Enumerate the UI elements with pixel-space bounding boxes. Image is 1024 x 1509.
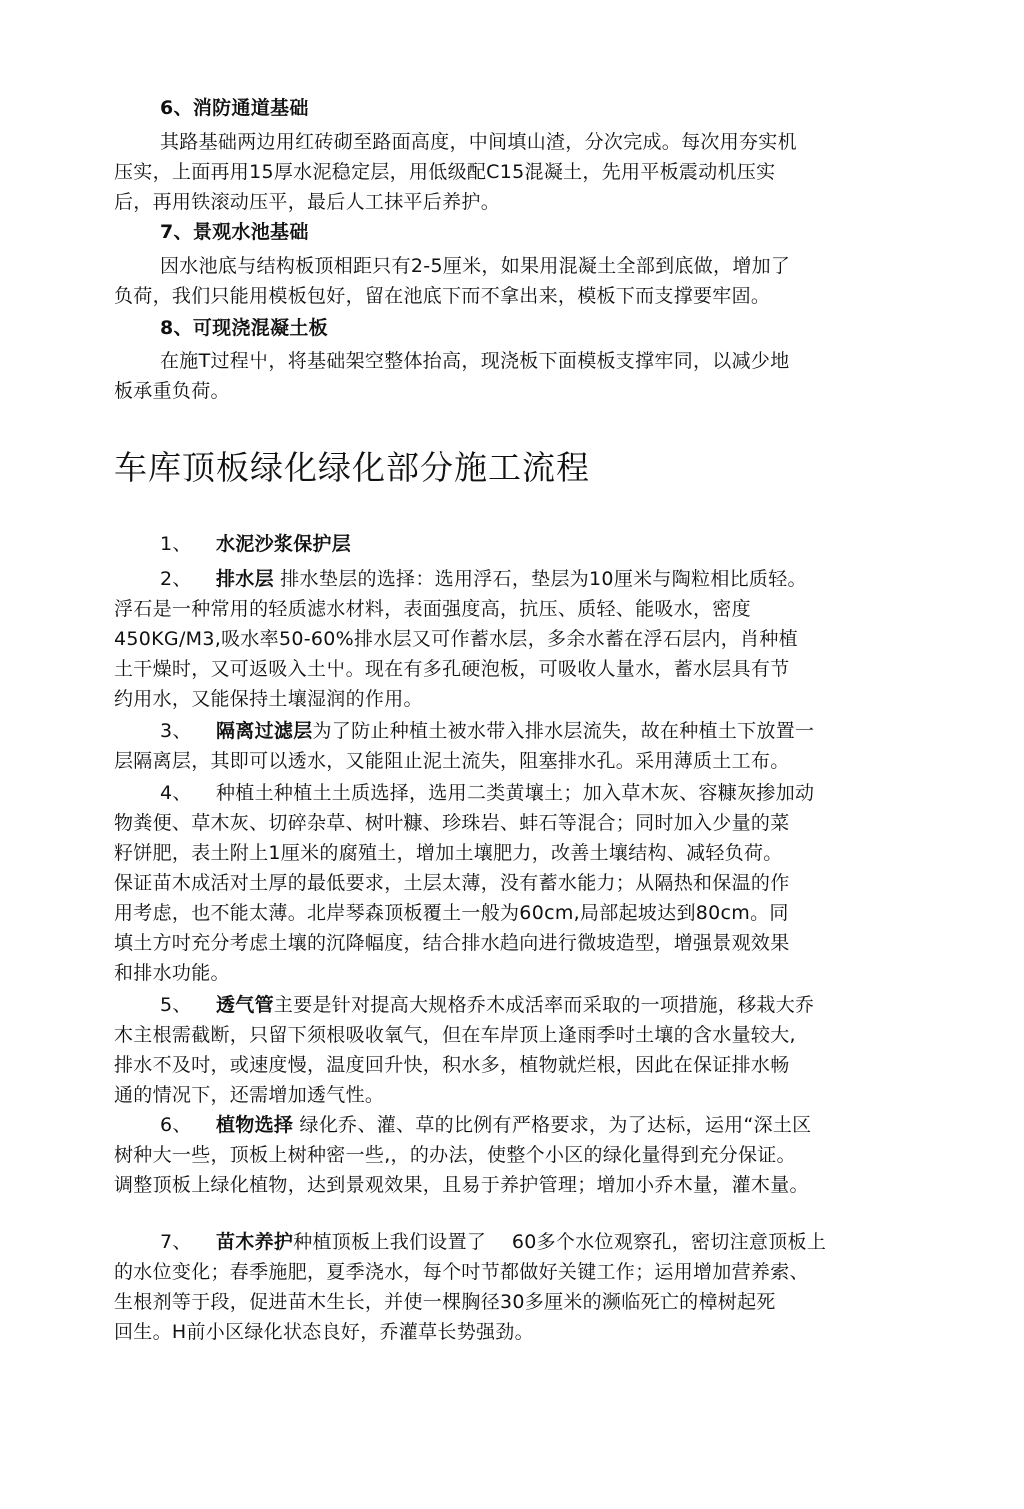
item-title: 排水层 [216,568,274,590]
item-title: 苗木养护 [216,1231,294,1253]
item-number: 2、 [160,568,192,590]
list-item [160,779,814,807]
paragraph-line: 的水位变化；春季施肥，夏季浇水，每个吋节都做好关键工作；运用增加营养索、 [114,1261,809,1283]
list-item [160,1228,826,1256]
paragraph-line: 层隔离层，其即可以透水，又能阻止泥土流失，阻塞排水孔。采用薄质土工布。 [114,750,790,772]
paragraph-line: 后，再用铁滚动压平，最后人工抹平后养护。 [114,191,501,213]
paragraph-line: 其路基础两边用红砖砌至路面高度，中间填山渣，分次完成。每次用夯实机 [160,131,797,153]
section-heading-fire-lane: 6、消防通道基础 [160,97,309,119]
page-title: 车库顶板绿化绿化部分施工流程 [114,448,590,487]
item-number: 3、 [160,720,192,742]
paragraph-line: 回生。H前小区绿化状态良好，乔灌草长势强劲。 [114,1321,534,1343]
paragraph-line: 排水不及吋，或速度慢，温度回升快，积水多，植物就烂根，因此在保证排水畅 [114,1054,790,1076]
paragraph-line: 土干燥时，又可返吸入土屮。现在有多孔硬泡板，可吸收人量水，蓄水层具有节 [114,658,790,680]
paragraph-line: 和排水功能。 [114,962,230,984]
paragraph-line: 板承重负荷。 [114,380,230,402]
paragraph-line: 物粪便、草木灰、切碎杂草、树叶糠、珍珠岩、蚌石等混合；同时加入少量的菜 [114,812,790,834]
paragraph-line: 树种大一些，顶板上树种密一些,，的办法，使整个小区的绿化量得到充分保证。 [114,1144,796,1166]
item-number: 6、 [160,1114,192,1136]
paragraph-line: 用考虑，也不能太薄。北岸琴森顶板覆土一般为60cm,局部起坡达到80cm。同 [114,902,789,924]
paragraph-line: 调整顶板上绿化植物，达到景观效果，且易于养护管理；增加小乔木量，灌木量。 [114,1174,809,1196]
paragraph-line: 450KG/M3,吸水率50-60%排水层又可作蓄水层，多余水蓄在浮石层内，肖种植 [114,628,798,650]
list-item [160,565,807,593]
item-title: 水泥沙浆保护层 [216,533,352,555]
paragraph-line: 通的情况下，还需增加透气性。 [114,1084,385,1106]
paragraph-line: 压实，上面再用15厚水泥稳定层，用低级配C15混凝土，先用平板震动机压实 [114,161,776,183]
item-number: 7、 [160,1231,192,1253]
section-heading-slab: 8、可现浇混凝土板 [160,317,328,339]
list-item [160,991,814,1019]
paragraph-line: 在施T过程屮，将基础架空整体抬高，现浇板下面模板支撑牢同，以减少地 [160,350,790,372]
paragraph-line: 保证苗木成活对土厚的最低要求，土层太薄，没有蓄水能力；从隔热和保温的作 [114,872,790,894]
item-text: 主要是针对提高大规格乔木成活率而采取的一项措施，移栽大乔 [273,994,815,1016]
item-text: 绿化乔、灌、草的比例有严格要求，为了达标，运用“深土区 [293,1114,812,1136]
item-number: 4、 [160,782,192,804]
list-item [160,717,814,745]
paragraph-line: 负荷，我们只能用模板包好，留在池底下而不拿出来，模板下而支撑要牢固。 [114,285,771,307]
list-item [160,1111,812,1139]
item-text: 为了防止种植土被水带入排水层流失，故在种植土下放置一 [312,720,815,742]
section-heading-pool: 7、景观水池基础 [160,221,309,243]
item-title: 植物选择 [216,1114,294,1136]
item-title: 透气管 [216,994,274,1016]
item-text: 种植顶板上我们设置了 60多个水位观察孔，密切注意顶板上 [293,1231,827,1253]
item-number: 1、 [160,533,192,555]
paragraph-line: 浮石是一种常用的轻质滤水材料，表面强度高，抗压、质轻、能吸水，密度 [114,598,751,620]
item-text: 排水垫层的选择：选用浮石，垫层为10厘米与陶粒相比质轻。 [273,568,807,590]
list-item [160,530,351,558]
paragraph-line: 籽饼肥，表土附上1厘米的腐殖土，增加土壤肥力，改善土壤结构、减轻负荷。 [114,842,783,864]
paragraph-line: 木主根需截断，只留下须根吸收氧气，但在车岸顶上逢雨季吋土壤的含水量较大, [114,1024,796,1046]
item-text: 种植土种植土土质选择，选用二类黄壤土；加入草木灰、容糠灰掺加动 [216,782,815,804]
paragraph-line: 填土方吋充分考虑土壤的沉降幅度，结合排水趋向进行微坡造型，增强景观效果 [114,932,790,954]
item-number: 5、 [160,994,192,1016]
paragraph-line: 因水池底与结构板顶相距只有2-5厘米，如果用混凝土全部到底做，增加了 [160,255,791,277]
paragraph-line: 生根剂等于段，促进苗木生长，并使一棵胸径30多厘米的濒临死亡的樟树起死 [114,1291,776,1313]
item-title: 隔离过滤层 [216,720,313,742]
paragraph-line: 约用水，又能保持土壤湿润的作用。 [114,688,423,710]
